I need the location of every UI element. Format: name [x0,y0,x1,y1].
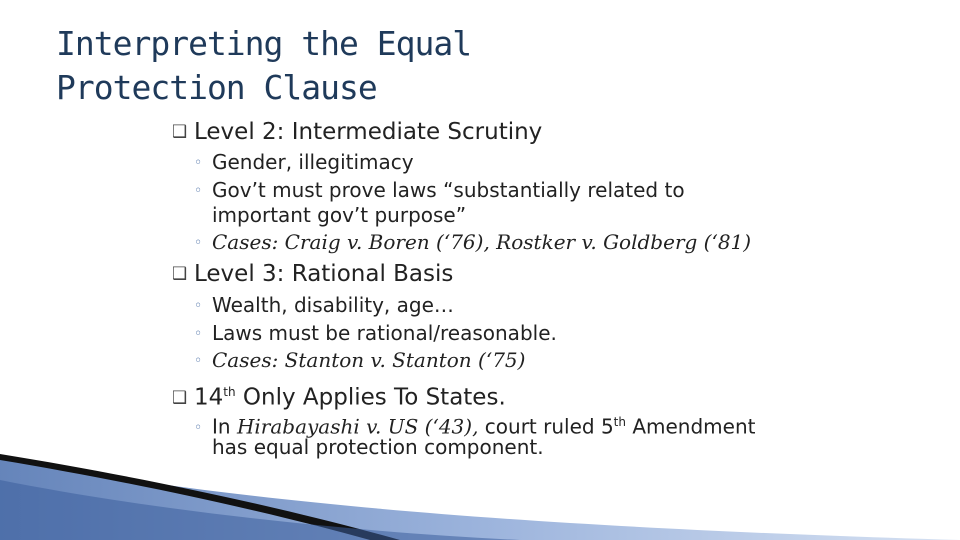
list-item-continuation: important gov’t purpose” [212,203,467,227]
decorative-swoosh [0,440,960,540]
circle-bullet-icon: ◦ [194,353,203,369]
level2-heading-text: Level 2: Intermediate Scrutiny [194,119,543,145]
checkbox-bullet-icon: ❑ [172,264,188,284]
slide-title [56,22,656,110]
circle-bullet-icon: ◦ [194,183,203,199]
checkbox-bullet-icon: ❑ [172,387,188,408]
circle-bullet-icon: ◦ [194,155,203,171]
level2-heading [172,118,542,146]
level3-heading-text: Level 3: Rational Basis [194,261,454,287]
list-item: ◦ In Hirabayashi v. US (‘43), court ruled 5th Amendment [194,414,756,439]
list-item: ◦ Gender, illegitimacy [194,150,414,174]
checkbox-bullet-icon: ❑ [172,122,188,142]
circle-bullet-icon: ◦ [194,235,203,251]
title-line-2: Protection Clause [56,68,377,107]
fourteenth-heading: ❑ 14th Only Applies To States. [172,384,506,411]
circle-bullet-icon: ◦ [194,298,203,314]
circle-bullet-icon: ◦ [194,326,203,342]
list-item: ◦ Wealth, disability, age… [194,293,454,317]
list-item-continuation: has equal protection component. [212,435,544,459]
cases-item: ◦ Cases: Craig v. Boren (‘76), Rostker v. Goldberg (‘81) [194,230,752,254]
list-item: ◦ Gov’t must prove laws “substantially related to [194,178,685,202]
circle-bullet-icon: ◦ [194,419,203,436]
list-item: ◦ Laws must be rational/reasonable. [194,321,557,345]
cases-item: ◦ Cases: Stanton v. Stanton (‘75) [194,348,526,372]
title-line-1: Interpreting the Equal [56,24,472,63]
level3-heading [172,260,453,288]
